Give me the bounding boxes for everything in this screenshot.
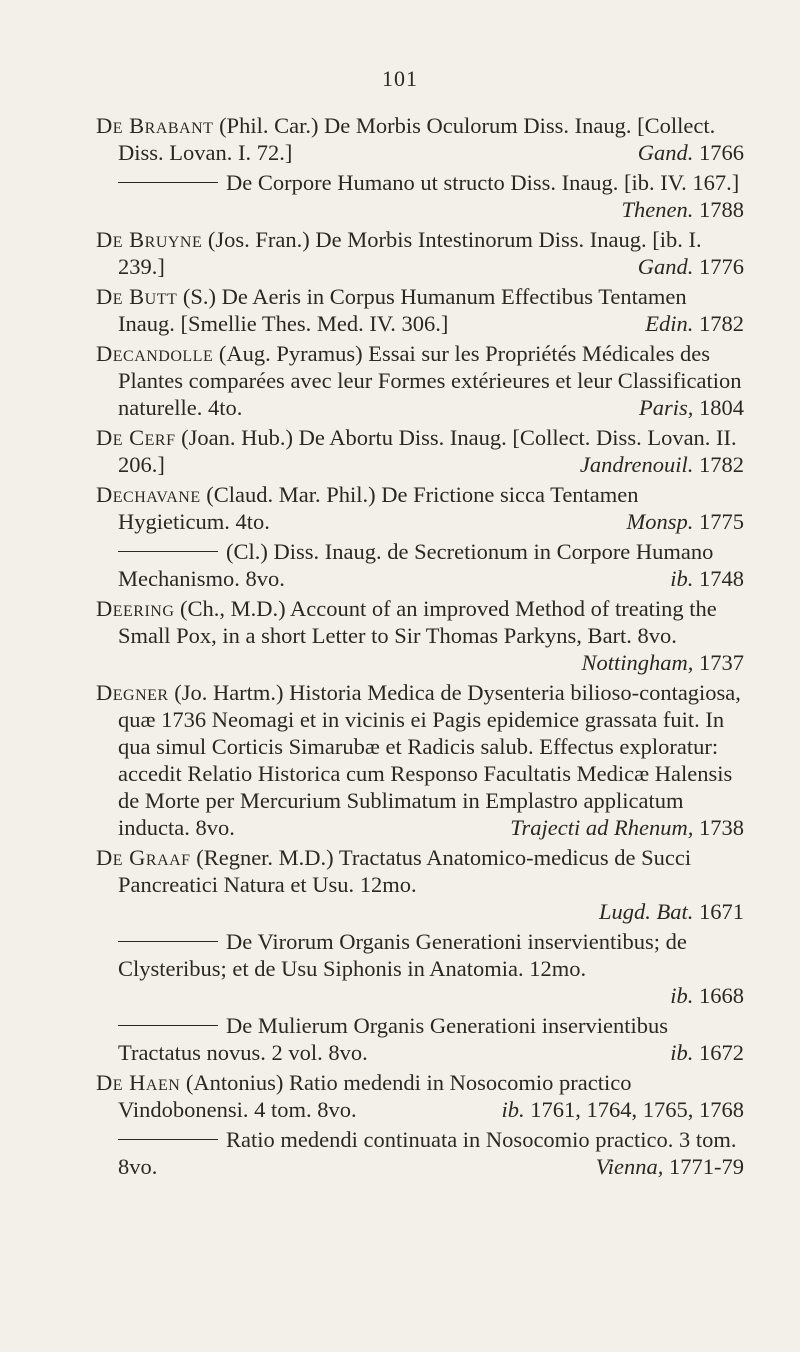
entry-year: 1737 bbox=[693, 650, 744, 675]
entry-description: (Phil. Car.) De Morbis Oculorum Diss. Inaug. [Collect. Diss. Lovan. I. 72.] bbox=[118, 113, 716, 165]
entry-author: De Brabant bbox=[96, 113, 214, 138]
bibliography-entry bbox=[96, 595, 744, 676]
bibliography-entry bbox=[96, 844, 744, 925]
entry-description: (Claud. Mar. Phil.) De Frictione sicca Tentamen Hygieticum. 4to. bbox=[118, 482, 639, 534]
entry-imprint bbox=[118, 982, 744, 1009]
entry-year: 1766 bbox=[693, 140, 744, 165]
entry-year: 1775 bbox=[693, 509, 744, 534]
entry-description: (Regner. M.D.) Tractatus Anatomico-medicus de Succi Pancreatici Natura et Usu. 12mo. bbox=[118, 845, 692, 897]
entry-place: Edin. bbox=[645, 311, 694, 336]
entry-author: De Cerf bbox=[96, 425, 176, 450]
entry-imprint bbox=[580, 451, 744, 478]
entry-imprint bbox=[670, 565, 744, 592]
entry-place: Paris, bbox=[638, 395, 694, 420]
entry-imprint bbox=[638, 139, 744, 166]
entry-imprint bbox=[596, 1153, 744, 1180]
bibliography-entry bbox=[96, 928, 744, 1009]
entry-place: Thenen. bbox=[621, 197, 694, 222]
entry-author: De Haen bbox=[96, 1070, 181, 1095]
bibliography-entry bbox=[96, 1126, 744, 1180]
entry-description: (Jos. Fran.) De Morbis Intestinorum Diss. Inaug. [ib. I. 239.] bbox=[118, 227, 702, 279]
entry-imprint bbox=[670, 1039, 744, 1066]
entry-year: 1748 bbox=[693, 566, 744, 591]
bibliography-entry bbox=[96, 112, 744, 166]
entry-imprint bbox=[510, 814, 744, 841]
bibliography-entry bbox=[96, 679, 744, 841]
entry-year: 1804 bbox=[693, 395, 744, 420]
entry-year: 1761, 1764, 1765, 1768 bbox=[524, 1097, 744, 1122]
entry-place: Monsp. bbox=[626, 509, 694, 534]
entry-description: Ratio medendi continuata in Nosocomio practico. 3 tom. 8vo. bbox=[118, 1127, 737, 1179]
entry-imprint bbox=[627, 508, 745, 535]
entry-year: 1668 bbox=[693, 983, 744, 1008]
ditto-dash bbox=[118, 1139, 218, 1140]
bibliography-entry bbox=[96, 340, 744, 421]
entry-imprint bbox=[622, 196, 745, 223]
bibliography-entry bbox=[96, 424, 744, 478]
entry-imprint bbox=[639, 394, 744, 421]
bibliography-entry bbox=[96, 283, 744, 337]
entry-place: Gand. bbox=[637, 254, 694, 279]
ditto-dash bbox=[118, 1025, 218, 1026]
entry-description: (S.) De Aeris in Corpus Humanum Effectibus Tentamen Inaug. [Smellie Thes. Med. IV. 306.] bbox=[118, 284, 687, 336]
entry-description: (Jo. Hartm.) Historia Medica de Dysenteria bilioso-contagiosa, quæ 1736 Neomagi et in vicinis ei Pagis epidemice grassata fuit. In qua simul Corticis Simarubæ et Radicis salub. Effectus exploratur: accedit Relatio Historica cum Responso Facultatis Medicæ Halensis de Morte per Mercurium Sublimatum in Emplastro applicatum inducta. 8vo. bbox=[118, 680, 741, 840]
entry-imprint bbox=[501, 1096, 744, 1123]
entry-author: De Butt bbox=[96, 284, 178, 309]
entry-description: De Mulierum Organis Generationi inservientibus Tractatus novus. 2 vol. 8vo. bbox=[118, 1013, 668, 1065]
entry-year: 1738 bbox=[693, 815, 744, 840]
entry-description: (Ch., M.D.) Account of an improved Method of treating the Small Pox, in a short Letter to Sir Thomas Parkyns, Bart. 8vo. bbox=[118, 596, 717, 648]
entry-author: Degner bbox=[96, 680, 169, 705]
entry-description: (Cl.) Diss. Inaug. de Secretionum in Corpore Humano Mechanismo. 8vo. bbox=[118, 539, 714, 591]
entry-author: De Bruyne bbox=[96, 227, 203, 252]
entry-year: 1788 bbox=[693, 197, 744, 222]
entry-imprint bbox=[581, 649, 744, 676]
page-number: 101 bbox=[382, 66, 418, 91]
bibliography-list bbox=[96, 112, 744, 1183]
bibliography-entry bbox=[96, 1012, 744, 1066]
entry-author: Dechavane bbox=[96, 482, 201, 507]
entry-place: Gand. bbox=[637, 140, 694, 165]
entry-year: 1782 bbox=[693, 311, 744, 336]
ditto-dash bbox=[118, 551, 218, 552]
entry-place: Vienna, bbox=[595, 1154, 664, 1179]
bibliography-entry bbox=[96, 1069, 744, 1123]
entry-imprint bbox=[118, 898, 744, 925]
entry-year: 1671 bbox=[693, 899, 744, 924]
entry-year: 1776 bbox=[693, 254, 744, 279]
entry-year: 1782 bbox=[693, 452, 744, 477]
entry-author: Deering bbox=[96, 596, 175, 621]
entry-imprint bbox=[645, 310, 744, 337]
entry-year: 1771-79 bbox=[663, 1154, 744, 1179]
entry-place: Lugd. Bat. bbox=[598, 899, 694, 924]
entry-place: ib. bbox=[501, 1097, 525, 1122]
entry-place: ib. bbox=[670, 1040, 694, 1065]
entry-description: De Virorum Organis Generationi inservientibus; de Clysteribus; et de Usu Siphonis in Anatomia. 12mo. bbox=[118, 929, 687, 981]
entry-description: (Joan. Hub.) De Abortu Diss. Inaug. [Collect. Diss. Lovan. II. 206.] bbox=[118, 425, 737, 477]
entry-author: Decandolle bbox=[96, 341, 214, 366]
ditto-dash bbox=[118, 182, 218, 183]
entry-place: Nottingham, bbox=[581, 650, 694, 675]
entry-year: 1672 bbox=[693, 1040, 744, 1065]
ditto-dash bbox=[118, 941, 218, 942]
entry-place: ib. bbox=[670, 983, 694, 1008]
bibliography-entry bbox=[96, 481, 744, 535]
entry-place: Jandrenouil. bbox=[579, 452, 694, 477]
entry-description: (Aug. Pyramus) Essai sur les Propriétés Médicales des Plantes comparées avec leur Formes extérieures et leur Classification naturelle. 4to. bbox=[118, 341, 742, 420]
entry-imprint bbox=[638, 253, 744, 280]
bibliography-entry bbox=[96, 169, 744, 223]
entry-place: ib. bbox=[670, 566, 694, 591]
entry-author: De Graaf bbox=[96, 845, 191, 870]
entry-description: De Corpore Humano ut structo Diss. Inaug. [ib. IV. 167.] bbox=[226, 170, 740, 195]
bibliography-entry bbox=[96, 538, 744, 592]
entry-place: Trajecti ad Rhenum, bbox=[510, 815, 694, 840]
bibliography-entry bbox=[96, 226, 744, 280]
entry-description: (Antonius) Ratio medendi in Nosocomio practico Vindobonensi. 4 tom. 8vo. bbox=[118, 1070, 632, 1122]
